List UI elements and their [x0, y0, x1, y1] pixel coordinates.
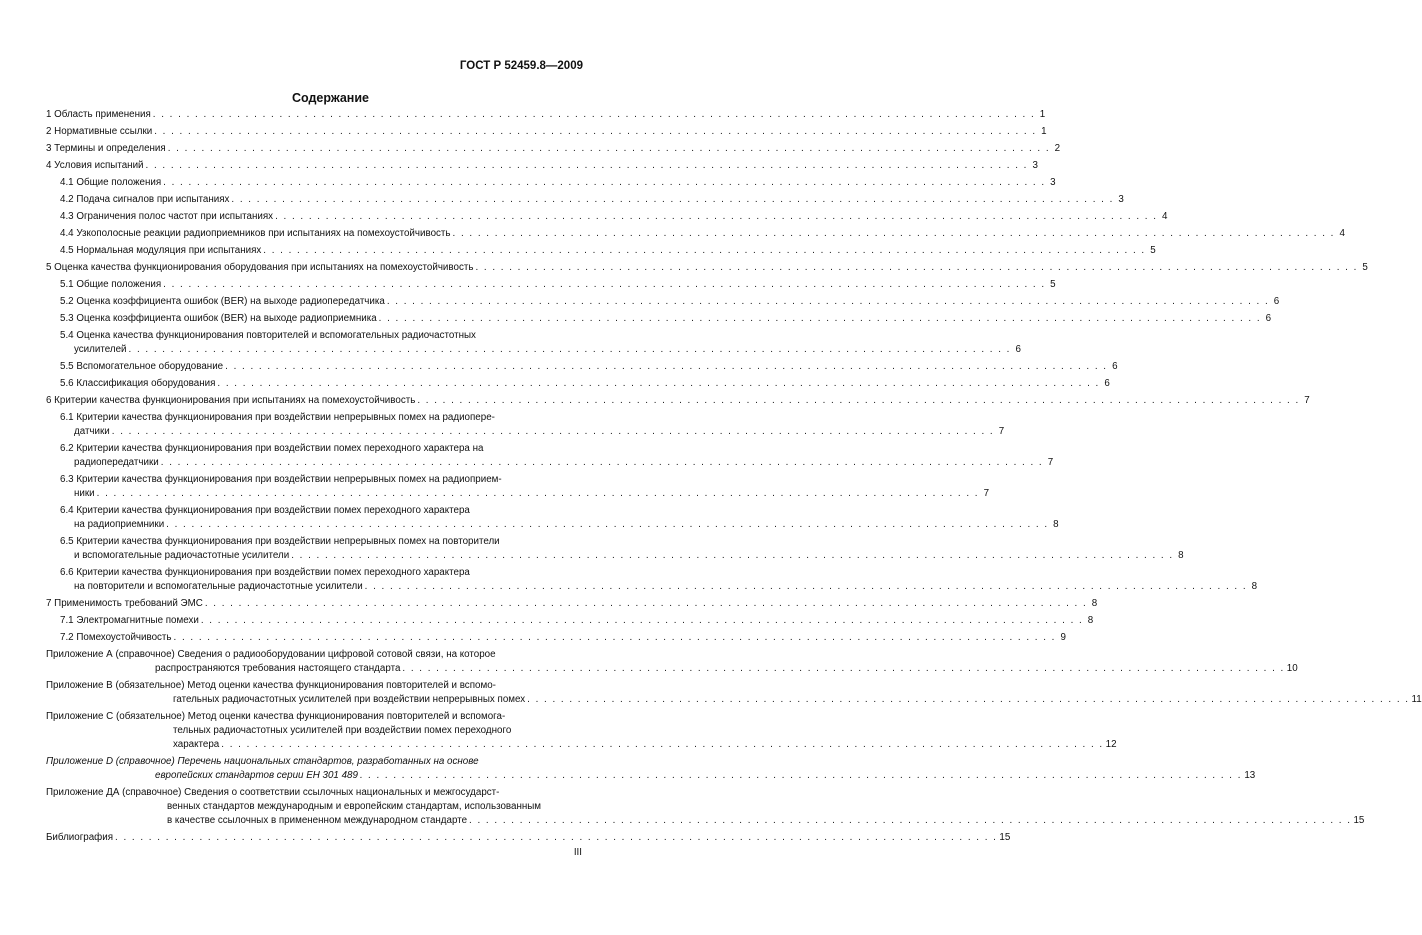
- toc-entry-4-1[interactable]: 4.1 Общие положения . . . . . . . . . . . . . . . . . . . . . . . . . . . . . . . . . . . . . . . . . . . . . . . . . . . . . . . . . . . . . . . . . . . . . . . . . . . . . . . . . . . . . . . . . . . . . . . . . . . . . . . . . 3: [60, 177, 1056, 188]
- toc-entry-5-2[interactable]: 5.2 Оценка коэффициента ошибок (BER) на выходе радиопередатчика . . . . . . . . . . . . . . . . . . . . . . . . . . . . . . . . . . . . . . . . . . . . . . . . . . . . . . . . . . . . . . . . . . . . . . . . . . . . . . . . . . . . . . . . . . . . . . . . . . . . . . . . . 6: [60, 296, 1280, 307]
- toc-entry-1[interactable]: 1 Область применения . . . . . . . . . . . . . . . . . . . . . . . . . . . . . . . . . . . . . . . . . . . . . . . . . . . . . . . . . . . . . . . . . . . . . . . . . . . . . . . . . . . . . . . . . . . . . . . . . . . . . . . . . 1: [46, 109, 1046, 120]
- document-id: ГОСТ Р 52459.8—2009: [459, 60, 583, 72]
- toc-entry-5-3[interactable]: 5.3 Оценка коэффициента ошибок (BER) на выходе радиоприемника . . . . . . . . . . . . . . . . . . . . . . . . . . . . . . . . . . . . . . . . . . . . . . . . . . . . . . . . . . . . . . . . . . . . . . . . . . . . . . . . . . . . . . . . . . . . . . . . . . . . . . . . . 6: [60, 313, 1272, 324]
- table-of-contents: [46, 108, 1422, 845]
- toc-entry-6-3[interactable]: 6.3 Критерии качества функционирования при воздействии непрерывных помех на радиоприем- ники . . . . . . . . . . . . . . . . . . . . . . . . . . . . . . . . . . . . . . . . . . . . . . . . . . . . . . . . . . . . . . . . . . . . . . . . . . . . . . . . . . . . . . . . . . . . . . . . . . . . . . . . . 7: [60, 474, 990, 499]
- toc-entry-6-1[interactable]: 6.1 Критерии качества функционирования при воздействии непрерывных помех на радиопере- датчики . . . . . . . . . . . . . . . . . . . . . . . . . . . . . . . . . . . . . . . . . . . . . . . . . . . . . . . . . . . . . . . . . . . . . . . . . . . . . . . . . . . . . . . . . . . . . . . . . . . . . . . . . 7: [60, 412, 1005, 437]
- page-title: Содержание: [291, 91, 369, 105]
- toc-appendix-a[interactable]: Приложение А (справочное) Сведения о радиооборудовании цифровой сотовой связи, на которое распространяются требования настоящего стандарта . . . . . . . . . . . . . . . . . . . . . . . . . . . . . . . . . . . . . . . . . . . . . . . . . . . . . . . . . . . . . . . . . . . . . . . . . . . . . . . . . . . . . . . . . . . . . . . . . . . . . . . . . 10: [46, 649, 1298, 674]
- toc-entry-3[interactable]: 3 Термины и определения . . . . . . . . . . . . . . . . . . . . . . . . . . . . . . . . . . . . . . . . . . . . . . . . . . . . . . . . . . . . . . . . . . . . . . . . . . . . . . . . . . . . . . . . . . . . . . . . . . . . . . . . . 2: [46, 143, 1061, 154]
- toc-entry-5[interactable]: 5 Оценка качества функционирования оборудования при испытаниях на помехоустойчивость . . . . . . . . . . . . . . . . . . . . . . . . . . . . . . . . . . . . . . . . . . . . . . . . . . . . . . . . . . . . . . . . . . . . . . . . . . . . . . . . . . . . . . . . . . . . . . . . . . . . . . . . . 5: [46, 262, 1368, 273]
- toc-entry-7[interactable]: 7 Применимость требований ЭМС . . . . . . . . . . . . . . . . . . . . . . . . . . . . . . . . . . . . . . . . . . . . . . . . . . . . . . . . . . . . . . . . . . . . . . . . . . . . . . . . . . . . . . . . . . . . . . . . . . . . . . . . . 8: [46, 598, 1098, 609]
- toc-appendix-c[interactable]: Приложение С (обязательное) Метод оценки качества функционирования повторителей и вспомога- тельных радиочастотных усилителей при воздействии помех переходного характера . . . . . . . . . . . . . . . . . . . . . . . . . . . . . . . . . . . . . . . . . . . . . . . . . . . . . . . . . . . . . . . . . . . . . . . . . . . . . . . . . . . . . . . . . . . . . . . . . . . . . . . . . 12: [46, 711, 1117, 750]
- toc-appendix-d[interactable]: Приложение D (справочное) Перечень национальных стандартов, разработанных на основе европейских стандартов серии ЕН 301 489 . . . . . . . . . . . . . . . . . . . . . . . . . . . . . . . . . . . . . . . . . . . . . . . . . . . . . . . . . . . . . . . . . . . . . . . . . . . . . . . . . . . . . . . . . . . . . . . . . . . . . . . . . 13: [46, 756, 1256, 781]
- toc-entry-7-2[interactable]: 7.2 Помехоустойчивость . . . . . . . . . . . . . . . . . . . . . . . . . . . . . . . . . . . . . . . . . . . . . . . . . . . . . . . . . . . . . . . . . . . . . . . . . . . . . . . . . . . . . . . . . . . . . . . . . . . . . . . . . 9: [60, 632, 1066, 643]
- toc-entry-5-1[interactable]: 5.1 Общие положения . . . . . . . . . . . . . . . . . . . . . . . . . . . . . . . . . . . . . . . . . . . . . . . . . . . . . . . . . . . . . . . . . . . . . . . . . . . . . . . . . . . . . . . . . . . . . . . . . . . . . . . . . 5: [60, 279, 1056, 290]
- toc-entry-6-6[interactable]: 6.6 Критерии качества функционирования при воздействии помех переходного характера на повторители и вспомогательные радиочастотные усилители . . . . . . . . . . . . . . . . . . . . . . . . . . . . . . . . . . . . . . . . . . . . . . . . . . . . . . . . . . . . . . . . . . . . . . . . . . . . . . . . . . . . . . . . . . . . . . . . . . . . . . . . . 8: [60, 567, 1258, 592]
- toc-entry-6-5[interactable]: 6.5 Критерии качества функционирования при воздействии непрерывных помех на повторители и вспомогательные радиочастотные усилители . . . . . . . . . . . . . . . . . . . . . . . . . . . . . . . . . . . . . . . . . . . . . . . . . . . . . . . . . . . . . . . . . . . . . . . . . . . . . . . . . . . . . . . . . . . . . . . . . . . . . . . . . 8: [60, 536, 1184, 561]
- toc-appendix-da[interactable]: Приложение ДА (справочное) Сведения о соответствии ссылочных национальных и межгосударст- венных стандартов международным и европейским стандартам, использованным в качестве ссылочных в примененном международном стандарте . . . . . . . . . . . . . . . . . . . . . . . . . . . . . . . . . . . . . . . . . . . . . . . . . . . . . . . . . . . . . . . . . . . . . . . . . . . . . . . . . . . . . . . . . . . . . . . . . . . . . . . . . 15: [46, 787, 1365, 826]
- toc-entry-6-4[interactable]: 6.4 Критерии качества функционирования при воздействии помех переходного характера на радиоприемники . . . . . . . . . . . . . . . . . . . . . . . . . . . . . . . . . . . . . . . . . . . . . . . . . . . . . . . . . . . . . . . . . . . . . . . . . . . . . . . . . . . . . . . . . . . . . . . . . . . . . . . . . 8: [60, 505, 1059, 530]
- toc-entry-5-5[interactable]: 5.5 Вспомогательное оборудование . . . . . . . . . . . . . . . . . . . . . . . . . . . . . . . . . . . . . . . . . . . . . . . . . . . . . . . . . . . . . . . . . . . . . . . . . . . . . . . . . . . . . . . . . . . . . . . . . . . . . . . . . 6: [60, 361, 1118, 372]
- toc-entry-4[interactable]: 4 Условия испытаний . . . . . . . . . . . . . . . . . . . . . . . . . . . . . . . . . . . . . . . . . . . . . . . . . . . . . . . . . . . . . . . . . . . . . . . . . . . . . . . . . . . . . . . . . . . . . . . . . . . . . . . . . 3: [46, 160, 1038, 171]
- toc-bibliography[interactable]: Библиография . . . . . . . . . . . . . . . . . . . . . . . . . . . . . . . . . . . . . . . . . . . . . . . . . . . . . . . . . . . . . . . . . . . . . . . . . . . . . . . . . . . . . . . . . . . . . . . . . . . . . . . . . 15: [46, 832, 1011, 843]
- toc-entry-5-4[interactable]: 5.4 Оценка качества функционирования повторителей и вспомогательных радиочастотных усилителей . . . . . . . . . . . . . . . . . . . . . . . . . . . . . . . . . . . . . . . . . . . . . . . . . . . . . . . . . . . . . . . . . . . . . . . . . . . . . . . . . . . . . . . . . . . . . . . . . . . . . . . . . 6: [60, 330, 1021, 355]
- toc-entry-4-4[interactable]: 4.4 Узкополосные реакции радиоприемников при испытаниях на помехоустойчивость . . . . . . . . . . . . . . . . . . . . . . . . . . . . . . . . . . . . . . . . . . . . . . . . . . . . . . . . . . . . . . . . . . . . . . . . . . . . . . . . . . . . . . . . . . . . . . . . . . . . . . . . . 4: [60, 228, 1345, 239]
- toc-entry-6[interactable]: 6 Критерии качества функционирования при испытаниях на помехоустойчивость . . . . . . . . . . . . . . . . . . . . . . . . . . . . . . . . . . . . . . . . . . . . . . . . . . . . . . . . . . . . . . . . . . . . . . . . . . . . . . . . . . . . . . . . . . . . . . . . . . . . . . . . . 7: [46, 395, 1310, 406]
- page-number: III: [573, 847, 582, 858]
- toc-entry-7-1[interactable]: 7.1 Электромагнитные помехи . . . . . . . . . . . . . . . . . . . . . . . . . . . . . . . . . . . . . . . . . . . . . . . . . . . . . . . . . . . . . . . . . . . . . . . . . . . . . . . . . . . . . . . . . . . . . . . . . . . . . . . . . 8: [60, 615, 1094, 626]
- toc-appendix-b[interactable]: Приложение В (обязательное) Метод оценки качества функционирования повторителей и вспомо- гательных радиочастотных усилителей при воздействии непрерывных помех . . . . . . . . . . . . . . . . . . . . . . . . . . . . . . . . . . . . . . . . . . . . . . . . . . . . . . . . . . . . . . . . . . . . . . . . . . . . . . . . . . . . . . . . . . . . . . . . . . . . . . . . . 11: [46, 680, 1422, 705]
- toc-entry-2[interactable]: 2 Нормативные ссылки . . . . . . . . . . . . . . . . . . . . . . . . . . . . . . . . . . . . . . . . . . . . . . . . . . . . . . . . . . . . . . . . . . . . . . . . . . . . . . . . . . . . . . . . . . . . . . . . . . . . . . . . . 1: [46, 126, 1047, 137]
- toc-entry-4-3[interactable]: 4.3 Ограничения полос частот при испытаниях . . . . . . . . . . . . . . . . . . . . . . . . . . . . . . . . . . . . . . . . . . . . . . . . . . . . . . . . . . . . . . . . . . . . . . . . . . . . . . . . . . . . . . . . . . . . . . . . . . . . . . . . . 4: [60, 211, 1168, 222]
- toc-entry-4-2[interactable]: 4.2 Подача сигналов при испытаниях . . . . . . . . . . . . . . . . . . . . . . . . . . . . . . . . . . . . . . . . . . . . . . . . . . . . . . . . . . . . . . . . . . . . . . . . . . . . . . . . . . . . . . . . . . . . . . . . . . . . . . . . . 3: [60, 194, 1124, 205]
- toc-entry-6-2[interactable]: 6.2 Критерии качества функционирования при воздействии помех переходного характера на радиопередатчики . . . . . . . . . . . . . . . . . . . . . . . . . . . . . . . . . . . . . . . . . . . . . . . . . . . . . . . . . . . . . . . . . . . . . . . . . . . . . . . . . . . . . . . . . . . . . . . . . . . . . . . . . 7: [60, 443, 1054, 468]
- toc-entry-4-5[interactable]: 4.5 Нормальная модуляция при испытаниях . . . . . . . . . . . . . . . . . . . . . . . . . . . . . . . . . . . . . . . . . . . . . . . . . . . . . . . . . . . . . . . . . . . . . . . . . . . . . . . . . . . . . . . . . . . . . . . . . . . . . . . . . 5: [60, 245, 1156, 256]
- toc-entry-5-6[interactable]: 5.6 Классификация оборудования . . . . . . . . . . . . . . . . . . . . . . . . . . . . . . . . . . . . . . . . . . . . . . . . . . . . . . . . . . . . . . . . . . . . . . . . . . . . . . . . . . . . . . . . . . . . . . . . . . . . . . . . . 6: [60, 378, 1110, 389]
